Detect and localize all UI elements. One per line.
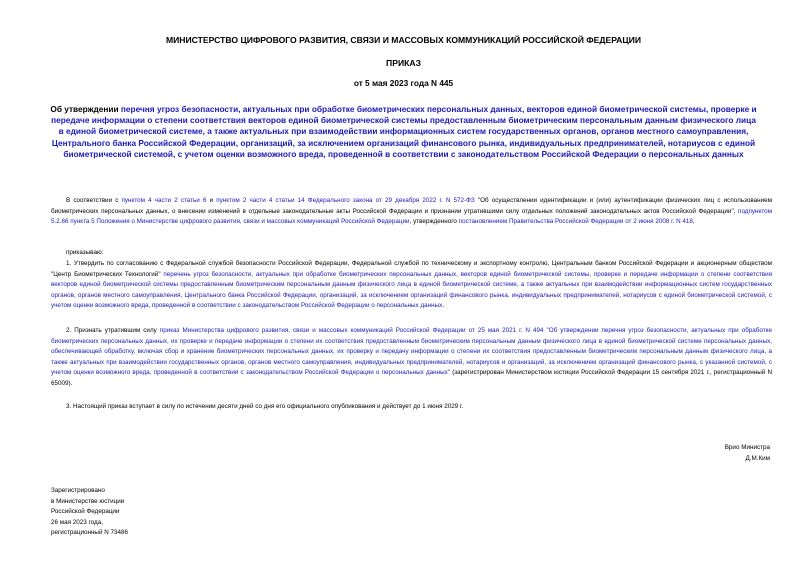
- preamble-text-5: ,: [692, 218, 695, 225]
- preamble-text-4: , утвержденного: [409, 218, 459, 225]
- order-word: [51, 248, 772, 259]
- preamble-text-2: и: [206, 197, 217, 204]
- preamble-text-3: "Об осуществлении идентификации и (или) аутентификации физических лиц с использованием биометрических персональных данных, о внесении изменений в отдельные законодательные акты Российской Федерации и признании утратившими силу отдельных положений законодательных актов Российской Федерации",: [51, 197, 772, 215]
- registration-line-2: в Министерстве юстиции: [51, 497, 125, 505]
- item-1-link[interactable]: перечень угроз безопасности, актуальных при обработке биометрических персональных данных, векторов единой биометрической системы, проверке и передаче информации о степени соответствия векторов единой биометрической системы предоставленным биометрическим персональным данным физического лица в единой биометрической системе, а также актуальных при взаимодействии информационных систем государственных органов, органов местного самоуправления, Центрального банка Российской Федерации, организаций, за исключением организаций финансового рынка, индивидуальных предпринимателей, нотариусов с единой биометрической системой, с учетом оценки возможного вреда, проведенной в соответствии с законодательством Российской Федерации о персональных данных: [51, 270, 773, 309]
- registration-line-4: 26 мая 2023 года,: [51, 518, 103, 526]
- registration-line-3: Российской Федерации: [51, 508, 120, 515]
- doc-type-heading: ПРИКАЗ: [386, 58, 421, 68]
- law-link-2[interactable]: пунктом 2 части 4 статьи 14 Федерального закона от 29 декабря 2022 г. N 572-ФЗ: [216, 197, 475, 204]
- registration-block: [51, 486, 128, 539]
- title-link[interactable]: перечня угроз безопасности, актуальных при обработке биометрических персональных данных, векторов единой биометрической системы, проверке и передаче информации о степени соответствия векторов единой биометрической системы предоставленным биометрическим персональным данным физического лица в единой биометрической системе, а также актуальных при взаимодействии информационных систем государственных органов, органов местного самоуправления, Центрального банка Российской Федерации, организаций, за исключением организаций финансового рынка, индивидуальных предпринимателей, нотариусов с единой биометрической системой, с учетом оценки возможного вреда, проведенной в соответствии с законодательством Российской Федерации о персональных данных: [51, 104, 757, 159]
- item-1-end: .: [442, 302, 444, 309]
- item-2-end: (зарегистрирован Министерством юстиции Российской Федерации 15 сентября 2021 г., регистрационный N 65009).: [51, 369, 772, 387]
- title-prefix: Об утверждении: [50, 104, 121, 114]
- item-2-link[interactable]: приказ Министерства цифрового развития, связи и массовых коммуникаций Российской Федерации от 25 мая 2021 г. N 494 "Об утверждении перечня угроз безопасности, актуальных при обработке биометрических персональных данных, их проверке и передаче информации о степени их соответствия предоставленным биометрическим персональным данным физического лица в единой биометрической системе персональных данных, обеспечивающей обработку, включая сбор и хранение биометрических персональных данных, их проверку и передачу информации о степени их соответствия предоставленным биометрическим персональным данным физического лица, а также актуальных при взаимодействии государственных органов, органов местного самоуправления, индивидуальных предпринимателей, нотариусов и организаций, за исключением организаций финансового рынка, с указанной системой, с учетом оценки возможного вреда, проведенной в соответствии с законодательством Российской Федерации о персональных данных": [51, 327, 772, 376]
- order-word-text: приказываю:: [66, 249, 104, 256]
- preamble-text-1: В соответствии с: [66, 197, 122, 204]
- preamble-paragraph: [51, 196, 772, 228]
- resolution-link[interactable]: постановлением Правительства Российской Федерации от 2 июня 2008 г. N 418: [458, 218, 693, 225]
- regulation-link[interactable]: подпунктом 5.2.66 пункта 5 Положения о Министерстве цифрового развития, связи и массовых коммуникаций Российской Федерации: [51, 207, 772, 225]
- signature-name: Д.М.Ким: [745, 455, 770, 462]
- registration-line-5: регистрационный N 73486: [51, 529, 129, 536]
- item-3-paragraph: [51, 402, 772, 413]
- item-1-text: 1. Утвердить по согласованию с Федеральной службой безопасности Российской Федерации, Федеральной службой по техническому и экспортному контролю, Центральным банком Российской Федерации и акционерным обществом "Центр Биометрических Технологий": [51, 260, 772, 278]
- item-2-paragraph: [51, 326, 772, 389]
- date-number-heading: от 5 мая 2023 года N 445: [353, 78, 454, 88]
- ministry-heading: МИНИСТЕРСТВО ЦИФРОВОГО РАЗВИТИЯ, СВЯЗИ И МАССОВЫХ КОММУНИКАЦИЙ РОССИЙСКОЙ ФЕДЕРАЦИИ: [165, 35, 642, 45]
- item-2-text: 2. Признать утратившим силу: [66, 327, 160, 334]
- item-1-paragraph: [51, 259, 772, 312]
- signature-position: Врио Министра: [724, 444, 770, 451]
- law-link-1[interactable]: пунктом 4 части 2 статьи 6: [121, 197, 207, 204]
- registration-line-1: Зарегистрировано: [51, 487, 105, 494]
- item-3-text: 3. Настоящий приказ вступает в силу по истечении десяти дней со дня его официального опубликования и действует до 1 июня 2029 г.: [66, 403, 464, 410]
- order-title: [50, 104, 757, 160]
